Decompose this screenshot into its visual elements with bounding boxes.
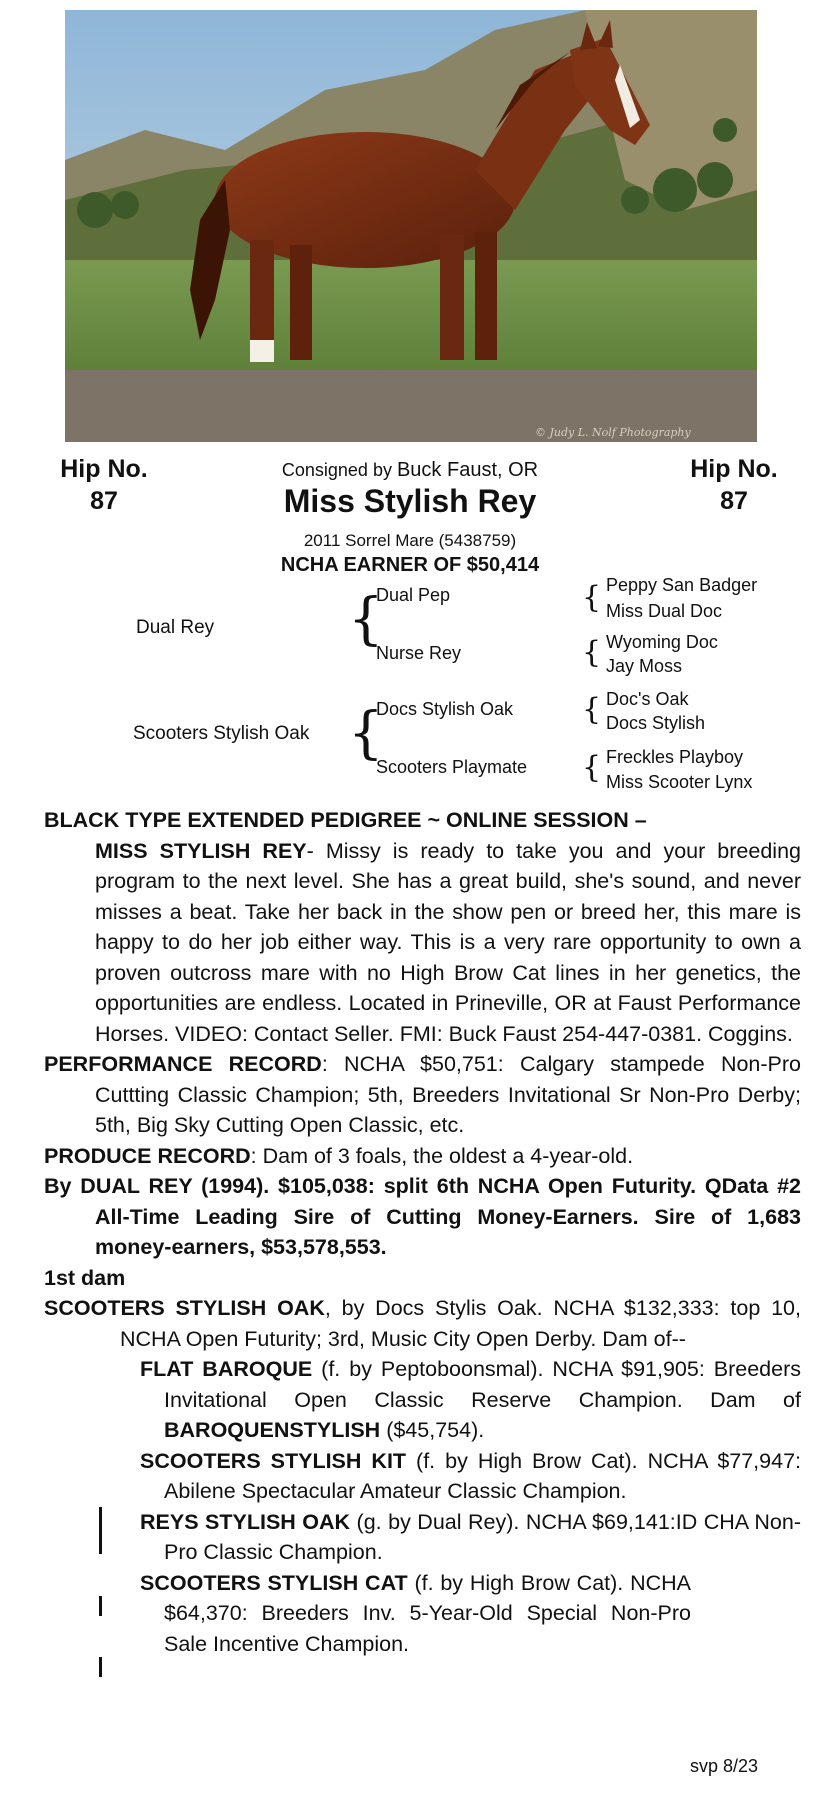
- produce-entry-name2: BAROQUENSTYLISH: [164, 1418, 381, 1442]
- horse-details: 2011 Sorrel Mare (5438759): [303, 531, 517, 550]
- brace-icon: {: [348, 701, 384, 766]
- black-type-bar: [99, 1596, 102, 1616]
- dam-record: [44, 1293, 801, 1354]
- consigned-by: [200, 459, 620, 482]
- ped-dam: Scooters Stylish Oak: [133, 723, 310, 744]
- brace-icon: {: [582, 580, 602, 615]
- produce-text: : Dam of 3 foals, the oldest a 4-year-old.: [250, 1143, 634, 1168]
- footer-code: svp 8/23: [690, 1756, 759, 1776]
- brace-icon: {: [582, 692, 602, 727]
- produce-entry-name: REYS STYLISH OAK: [140, 1509, 351, 1534]
- hip-label-right: Hip No.: [690, 455, 778, 483]
- session-heading: BLACK TYPE EXTENDED PEDIGREE ~ ONLINE SESSION –: [44, 808, 647, 832]
- produce-entry-text: (f. by High Brow Cat). NCHA $77,947: Abilene Spectacular Amateur Classic Champion.: [164, 1448, 802, 1503]
- performance-label: PERFORMANCE RECORD: [44, 1052, 322, 1076]
- produce-label: PRODUCE RECORD: [44, 1143, 251, 1168]
- earner-line: NCHA EARNER OF $50,414: [280, 554, 540, 576]
- ped-sire-sire: Dual Pep: [376, 585, 451, 605]
- hip-number-left: 87: [90, 487, 118, 515]
- ped-sire-sire-sire: Peppy San Badger: [606, 575, 758, 595]
- ped-dam-sire: Docs Stylish Oak: [376, 699, 514, 719]
- produce-entry-text: (f. by High Brow Cat). NCHA $64,370: Breeders Inv. 5-Year-Old Special Non-Pro Sale Incentive Champion.: [164, 1570, 691, 1656]
- description-paragraph: [44, 836, 801, 1050]
- performance-text: : NCHA $50,751: Calgary stampede Non-Pro Cuttting Classic Champion; 5th, Breeders Invitational Sr Non-Pro Derby; 5th, Big Sky Cutting Open Classic, etc.: [95, 1052, 801, 1137]
- ped-sire-dam-dam: Jay Moss: [606, 656, 683, 676]
- produce-entry: [44, 1446, 801, 1507]
- horse-photo: [65, 10, 757, 442]
- ped-dam-sire-sire: Doc's Oak: [606, 689, 689, 709]
- produce-entry: [44, 1507, 801, 1568]
- ped-sire: Dual Rey: [136, 617, 215, 638]
- ped-sire-dam-sire: Wyoming Doc: [606, 632, 718, 652]
- hip-number-right: 87: [720, 487, 748, 515]
- dam-name: SCOOTERS STYLISH OAK: [44, 1296, 325, 1320]
- ped-dam-sire-dam: Docs Stylish: [606, 713, 706, 733]
- produce-record: [44, 1141, 801, 1172]
- brace-icon: {: [348, 587, 384, 652]
- produce-entry-text2: ($45,754).: [380, 1418, 485, 1442]
- black-type-bar: [99, 1507, 102, 1554]
- performance-record: [44, 1049, 801, 1141]
- hip-label-left: Hip No.: [60, 455, 148, 483]
- produce-entry-text: (g. by Dual Rey). NCHA $69,141:ID CHA Non-Pro Classic Champion.: [164, 1509, 802, 1564]
- produce-entry-name: SCOOTERS STYLISH KIT: [140, 1448, 407, 1473]
- brace-icon: {: [582, 750, 602, 785]
- consignor-name: Buck Faust, OR: [396, 459, 539, 481]
- produce-entry-name: FLAT BAROQUE: [140, 1357, 313, 1381]
- description-name: MISS STYLISH REY: [95, 838, 307, 863]
- produce-entry: [44, 1354, 801, 1446]
- photo-watermark: © Judy L. Nolf Photography: [535, 426, 691, 439]
- consigned-prefix: Consigned by: [281, 460, 392, 480]
- horse-name: Miss Stylish Rey: [283, 483, 537, 519]
- sire-record: By DUAL REY (1994). $105,038: split 6th NCHA Open Futurity. QData #2 All-Time Leading Sire of Cutting Money-Earners. Sire of 1,683 money-earners, $53,578,553.: [44, 1174, 801, 1259]
- black-type-bar: [99, 1657, 102, 1677]
- ped-sire-dam: Nurse Rey: [376, 643, 462, 663]
- ped-dam-dam: Scooters Playmate: [376, 757, 528, 777]
- produce-entry-text: (f. by Peptoboonsmal). NCHA $91,905: Breeders Invitational Open Classic Reserve Champion. Dam of: [164, 1357, 802, 1412]
- ped-dam-dam-dam: Miss Scooter Lynx: [606, 772, 753, 792]
- ped-dam-dam-sire: Freckles Playboy: [606, 747, 744, 767]
- dam-text: , by Docs Stylis Oak. NCHA $132,333: top 10, NCHA Open Futurity; 3rd, Music City Open Derby. Dam of--: [120, 1296, 801, 1351]
- catalog-body: [44, 805, 801, 1659]
- ped-sire-sire-dam: Miss Dual Doc: [606, 601, 723, 621]
- brace-icon: {: [582, 635, 602, 670]
- produce-entry-name: SCOOTERS STYLISH CAT: [140, 1570, 408, 1595]
- description-text: - Missy is ready to take you and your breeding program to the next level. She has a great build, she's sound, and never misses a beat. Take her back in the show pen or breed her, this mare is happy to do her job either way. This is a very rare opportunity to own a proven outcross mare with no High Brow Cat lines in her genetics, the opportunities are endless. Located in Prineville, OR at Faust Performance Horses. VIDEO: Contact Seller. FMI: Buck Faust 254-447-0381. Coggins.: [95, 838, 801, 1046]
- first-dam-heading: 1st dam: [44, 1265, 126, 1290]
- produce-entry: [44, 1568, 801, 1660]
